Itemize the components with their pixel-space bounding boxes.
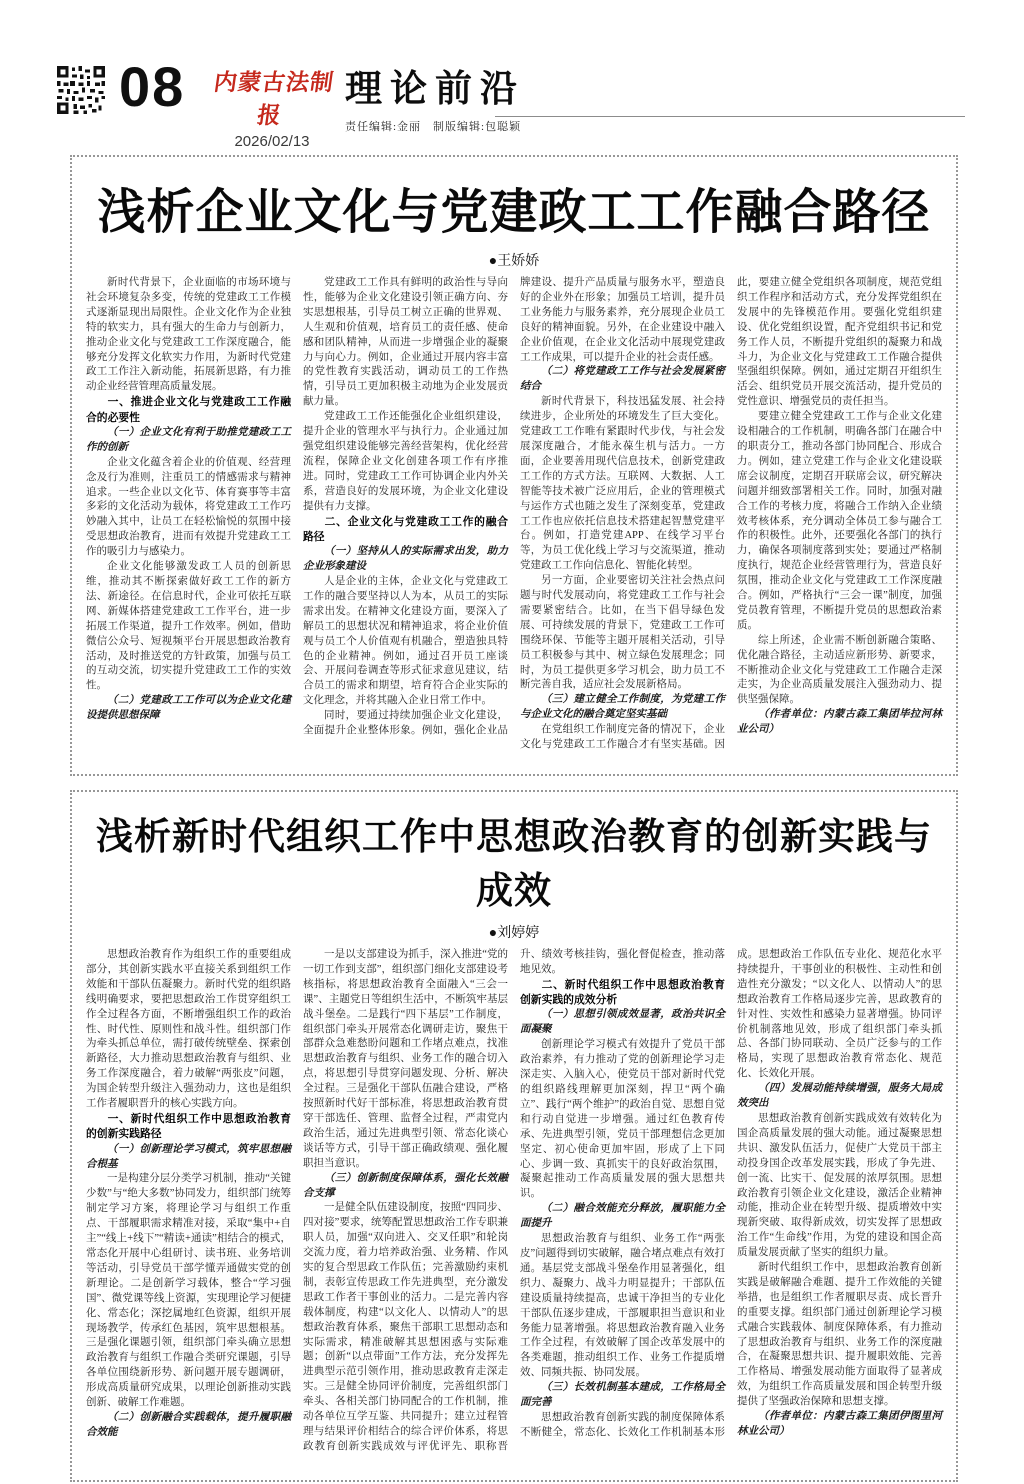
section-heading: 二、新时代组织工作中思想政治教育创新实践的成效分析 xyxy=(520,978,725,1007)
body-paragraph: 综上所述，企业需不断创新融合策略、优化融合路径，主动适应新形势、新要求，不断推动企业文化与党建政工工作融合走深走实，为企业高质量发展注入强劲动力、提供坚强保障。 xyxy=(737,634,942,706)
sub-heading: （二）创新融合实践载体，提升履职融合效能 xyxy=(86,1411,291,1438)
article-1-columns xyxy=(86,276,942,753)
sub-heading: （二）将党建政工工作与社会发展紧密结合 xyxy=(520,366,725,393)
body-paragraph: 党建政工工作具有鲜明的政治性与导向性，能够为企业文化建设引领正确方向、夯实思想根基，引导员工树立正确的世界观、人生观和价值观，培育员工的责任感、使命感和团队精神，从而进一步增强企业的凝聚力与向心力。例如，企业通过开展内容丰富的党性教育实践活动，调动员工的工作热情，引导员工更加积极主动地为企业发展贡献力量。 xyxy=(303,277,508,408)
sub-heading: （二）党建政工工作可以为企业文化建设提供思想保障 xyxy=(86,695,291,722)
body-paragraph: 新时代背景下，科技迅猛发展、社会持续进步，企业所处的环境发生了巨大变化。党建政工工作唯有紧跟时代步伐，与社会发展深度融合，才能永葆生机与活力。一方面，企业要善用现代信息技术，创新党建政工工作的方式方法。互联网、大数据、人工智能等技术被广泛应用后，企业的管理模式与运作方式也随之发生了深刻变革，党建政工工作也应依托信息技术搭建起智慧党建平台。例如，打造党建APP、在线学习平台等，为员工优化线上学习与交流渠道，推动党建政工工作向信息化、智能化转型。 xyxy=(520,396,725,572)
masthead xyxy=(207,64,337,150)
body-paragraph: 思想政治教育创新实践成效有效转化为国企高质量发展的强大动能。通过凝聚思想共识、激发队伍活力，促使广大党员干部主动投身国企改革发展实践，形成了争先进、创一流、比实干、促发展的浓厚氛围。思想政治教育引领企业文化建设，激活企业精神动能，推动企业在转型升级、提质增效中实现新突破、取得新成效，切实发挥了思想政治工作“生命线”作用，为党的建设和国企高质量发展贡献了坚实的组织力量。 xyxy=(737,1112,942,1259)
body-paragraph: 人是企业的主体，企业文化与党建政工工作的融合要坚持以人为本，从员工的实际需求出发。在精神文化建设方面，要深入了解员工的思想状况和精神追求，将企业价值观与员工个人价值观有机融合，塑造独具特色的企业精神。例如，通过召开员工座谈会、开展问卷调查等形式征求意见建议，结合员工的需求和期望，培育符合企业实际的文化理念，并将其融入企业日常工作中。 xyxy=(303,575,508,707)
body-paragraph: 一是健全队伍建设制度，按照“四同步、四对接”要求，统筹配置思想政治工作专职兼职人员，加强“双向进入、交叉任职”和轮岗交流力度，着力培养政治强、业务精、作风实的复合型思政工作队伍；完善激励约束机制，表彰宣传思政工作先进典型，充分激发思政工作者干事创业的活力。二是完善内容载体制度，构建“以文化人、以情动人”的思想政治教育体系，聚焦干部职工思想动态和实际需求，精准破解其思想困惑与实际难题；创新“以点带面”工作方法，充分发挥先进典型示范引领作用，推动思政教育走深走实。三是健全协同评价制度，完善组织部门牵头、各相关部门协同配合的工作机制，推动各单位互学互鉴、共同提升；建立过程管理与结果评价相结合的综合评价体系，将思政教育创新实践成效与评优评先、职称晋升、绩效考核挂钩，强化督促检查，推动落地见效。 xyxy=(303,949,725,1452)
editors-line: 责任编辑:金丽 制版编辑:包聪颖 xyxy=(345,121,522,133)
article-1-author: ●王娇娇 xyxy=(488,254,540,269)
body-paragraph: 思想政治教育与组织、业务工作“两张皮”问题得到切实破解，融合堵点难点有效打通。基层党支部战斗堡垒作用显著强化，组织力、凝聚力、战斗力明显提升；干部队伍建设质量持续提高，忠诚干净担当的专业化干部队伍逐步建成，干部履职担当意识和业务能力显著增强。将思想政治教育融入业务工作全过程，有效破解了国企改革发展中的各类难题，推动组织工作、业务工作提质增效、同频共振、协同发展。 xyxy=(520,1233,725,1379)
section-heading: 一、新时代组织工作中思想政治教育的创新实践路径 xyxy=(86,1112,291,1141)
sub-heading: （三）建立健全工作制度，为党建工作与企业文化的融合奠定坚实基础 xyxy=(520,694,725,721)
sub-heading: （一）坚持从人的实际需求出发，助力企业形象建设 xyxy=(303,546,508,573)
body-paragraph: 另一方面，企业要密切关注社会热点问题与时代发展动向，将党建政工工作与社会需要紧密结合。比如，在当下倡导绿色发展、可持续发展的背景下，党建政工工作可围绕环保、节能等主题开展相关活动，引导员工积极参与其中、树立绿色发展理念；同时，为员工提供更多学习机会，助力员工不断完善自我，适应社会发展新格局。 xyxy=(520,575,725,691)
body-paragraph: 一是构建分层分类学习机制，推动“关键少数”与“绝大多数”协同发力，组织部门统筹制定学习方案，将理论学习与组织工作重点、干部履职需求精准对接，采取“集中+自主”“线上+线下”“精读+通读”相结合的模式，常态化开展中心组研讨、读书班、业务培训等活动，引导党员干部学懂弄通做实党的创新理论。二是创新学习载体，整合“学习强国”、微党课等线上资源，实现理论学习便捷化、常态化；深挖属地红色资源，组织开展现场教学，传承红色基因，筑牢思想根基。三是强化课题引领，组织部门牵头确立思想政治教育与组织工作融合类研究课题，引导各单位围绕新形势、新问题开展专题调研，形成高质量研究成果，以理论创新推动实践创新、破解工作难题。 xyxy=(86,1173,291,1409)
section-heading: 一、推进企业文化与党建政工工作融合的必要性 xyxy=(86,396,291,424)
article-2-columns xyxy=(86,948,942,1455)
body-paragraph: 企业文化蕴含着企业的价值观、经营理念及行为准则，注重员工的情感需求与精神追求。一些企业以文化节、体育赛事等丰富多彩的文化活动为载体，将党建政工工作巧妙融入其中，让员工在轻松愉悦的氛围中接受思想政治教育，进而有效提升党建政工工作的吸引力与感染力。 xyxy=(86,456,291,558)
body-paragraph: 新时代背景下，企业面临的市场环境与社会环境复杂多变，传统的党建政工工作模式逐渐显现出局限性。企业文化作为企业独特的软实力，具有强大的生命力与创新力，推动企业文化与党建政工工作深度融合，能够充分发挥文化软实力作用，为新时代党建政工工作注入新动能，拓展新思路，有力推动企业经营管理高质量发展。 xyxy=(86,277,291,393)
author-affiliation: （作者单位：内蒙古森工集团伊图里河林业公司） xyxy=(737,1411,942,1437)
article-1-title: 浅析企业文化与党建政工工作融合路径 xyxy=(97,186,931,239)
section-title: 理论前沿 xyxy=(345,69,525,110)
section-block xyxy=(345,58,525,134)
sub-heading: （二）融合效能充分释放，履职能力全面提升 xyxy=(520,1203,725,1230)
masthead-title: 内蒙古法制报 xyxy=(212,70,336,128)
article-2-author: ●刘婷婷 xyxy=(488,926,540,941)
sub-heading: （三）创新制度保障体系，强化长效融合支撑 xyxy=(303,1172,508,1199)
body-paragraph: 企业文化能够激发政工人员的创新思维，推动其不断探索做好政工工作的新方法、新途径。在信息时代，企业可依托互联网、新媒体搭建党建政工工作平台，进一步拓展工作渠道，提升工作效率。例如，借助微信公众号、短视频平台开展思想政治教育活动，及时推送党的方针政策，加强与员工的互动交流，切实提升党建政工工作的实效性。 xyxy=(86,561,291,692)
body-paragraph: 新时代组织工作中，思想政治教育创新实践是破解融合难题、提升工作效能的关键举措，也是组织工作者履职尽责、成长晋升的重要支撑。组织部门通过创新理论学习模式融合实践载体、制度保障体系，有力推动了思想政治教育与组织、业务工作的深度融合，在凝聚思想共识、提升履职效能、完善工作格局、增强发展动能方面取得了显著成效，为组织工作高质量发展和国企转型升级提供了坚强政治保障和思想支撑。 xyxy=(737,1262,942,1408)
body-paragraph: 党建政工工作还能强化企业组织建设，提升企业的管理水平与执行力。企业通过加强党组织建设能够完善经营架构，优化经营流程，保障企业文化创建各项工作有序推进。同时，党建政工工作可协调企业内外关系，营造良好的发展环境，为企业文化建设提供有力支撑。 xyxy=(303,411,508,512)
sub-heading: （一）企业文化有利于助推党建政工工作的创新 xyxy=(86,426,291,453)
body-paragraph: 思想政治教育作为组织工作的重要组成部分，其创新实践水平直接关系到组织工作效能和干部队伍凝聚力。新时代党的组织路线明确要求，要把思想政治工作贯穿组织工作全过程各方面，不断增强组织工作的政治性、时代性、原则性和战斗性。组织部门作为牵头抓总单位，需打破传统壁垒、探索创新路径，大力推动思想政治教育与组织、业务工作深度融合，着力破解“两张皮”问题，为国企转型升级注入强劲动力，这也是组织工作者履职晋升的核心实践方向。 xyxy=(86,949,291,1110)
article-1-box xyxy=(70,155,958,776)
body-paragraph: 创新理论学习模式有效提升了党员干部政治素养，有力推动了党的创新理论学习走深走实、入脑入心，使党员干部对新时代党的组织路线理解更加深刻，捍卫“两个确立”、践行“两个维护”的政治自觉、思想自觉和行动自觉进一步增强。通过红色教育传承、先进典型引领，党员干部理想信念更加坚定、初心使命更加牢固，形成了上下同心、步调一致、真抓实干的良好政治氛围，凝聚起推动工作高质量发展的强大思想共识。 xyxy=(520,1039,725,1200)
body-paragraph: 同时，要通过持续加强企业文化建设，全面提升企业整体形象。例如，强化企业品牌建设、提升产品质量与服务水平，塑造良好的企业外在形象；加强员工培训，提升员工业务能力与服务素养，充分展现企业员工良好的精神面貌。另外，在企业建设中融入企业价值观，在企业文化活动中展现党建政工工作成果，可以提升企业的社会责任感。 xyxy=(303,277,725,737)
section-heading: 二、企业文化与党建政工工作的融合路径 xyxy=(303,515,508,543)
qr-code-icon xyxy=(57,66,105,114)
sub-heading: （三）长效机制基本建成，工作格局全面完善 xyxy=(520,1382,725,1409)
body-paragraph: 思想政治教育创新实践的制度保障体系不断健全，常态化、长效化工作机制基本形成。思想政治工作队伍专业化、规范化水平持续提升，干事创业的积极性、主动性和创造性充分激发；“以文化人、以情动人”的思想政治教育工作格局逐步完善，思政教育的针对性、实效性和感染力显著增强。协同评价机制落地见效，形成了组织部门牵头抓总、各部门协同联动、全员广泛参与的工作格局，实现了思想政治教育常态化、规范化、长效化开展。 xyxy=(520,949,942,1438)
sub-heading: （四）发展动能持续增强，服务大局成效突出 xyxy=(737,1083,942,1110)
masthead-date: 2026/02/13 xyxy=(234,133,310,150)
sub-heading: （一）思想引领成效显著，政治共识全面凝聚 xyxy=(520,1009,725,1036)
header-rule xyxy=(495,116,965,117)
body-paragraph: 一是以支部建设为抓手，深入推进“党的一切工作到支部”，组织部门细化支部建设考核指标，将思想政治教育全面融入“三会一课”、主题党日等组织生活中，不断筑牢基层战斗堡垒。二是践行“四下基层”工作制度，组织部门牵头开展常态化调研走访，聚焦干部群众急难愁盼问题和工作堵点难点，找准思想政治教育与组织、业务工作的融合切入点，将思想引导贯穿问题发现、分析、解决全过程。三是强化干部队伍融合建设，严格按照新时代好干部标准，将思想政治教育贯穿干部选任、管理、监督全过程，严肃党内政治生活，通过先进典型引领、常态化谈心谈话等方式，引导干部正确政绩观、强化履职担当意识。 xyxy=(303,949,508,1169)
body-paragraph: 在党组织工作制度完备的情况下，企业文化与党建政工工作融合才有坚实基础。因此，要建立健全党组织各项制度，规范党组织工作程序和活动方式，充分发挥党组织在发展中的先锋模范作用。要强化党组织建设、优化党组织设置，配齐党组织书记和党务工作人员，不断提升党组织的凝聚力和战斗力，为企业文化与党建政工工作融合提供坚强组织保障。例如，通过定期召开组织生活会、组织党员开展交流活动，提升党员的党性意识、增强党员的责任担当。 xyxy=(520,277,942,751)
article-2-title: 浅析新时代组织工作中思想政治教育的创新实践与成效 xyxy=(96,817,932,912)
body-paragraph: 要建立健全党建政工工作与企业文化建设相融合的工作机制，明确各部门在融合中的职责分工，推动各部门协同配合、形成合力。例如，建立党建工作与企业文化建设联席会议制度，定期召开联席会议，研究解决问题并细致部署相关工作。同时，加强对融合工作的考核力度，将融合工作纳入企业绩效考核体系，充分调动全体员工参与融合工作的积极性。此外，还要强化各部门的执行力，确保各项制度落到实处；要通过严格制度执行，规范企业经营管理行为，营造良好氛围，推动企业文化与党建政工工作深度融合。例如，严格执行“三会一课”制度，加强党员教育管理，不断提升党员的思想政治素质。 xyxy=(737,411,942,631)
page-number: 08 xyxy=(119,55,186,118)
article-2-box xyxy=(70,790,958,1482)
author-affiliation: （作者单位：内蒙古森工集团毕拉河林业公司） xyxy=(737,709,942,736)
page-header xyxy=(57,55,967,150)
sub-heading: （一）创新理论学习模式，筑牢思想融合根基 xyxy=(86,1143,291,1170)
